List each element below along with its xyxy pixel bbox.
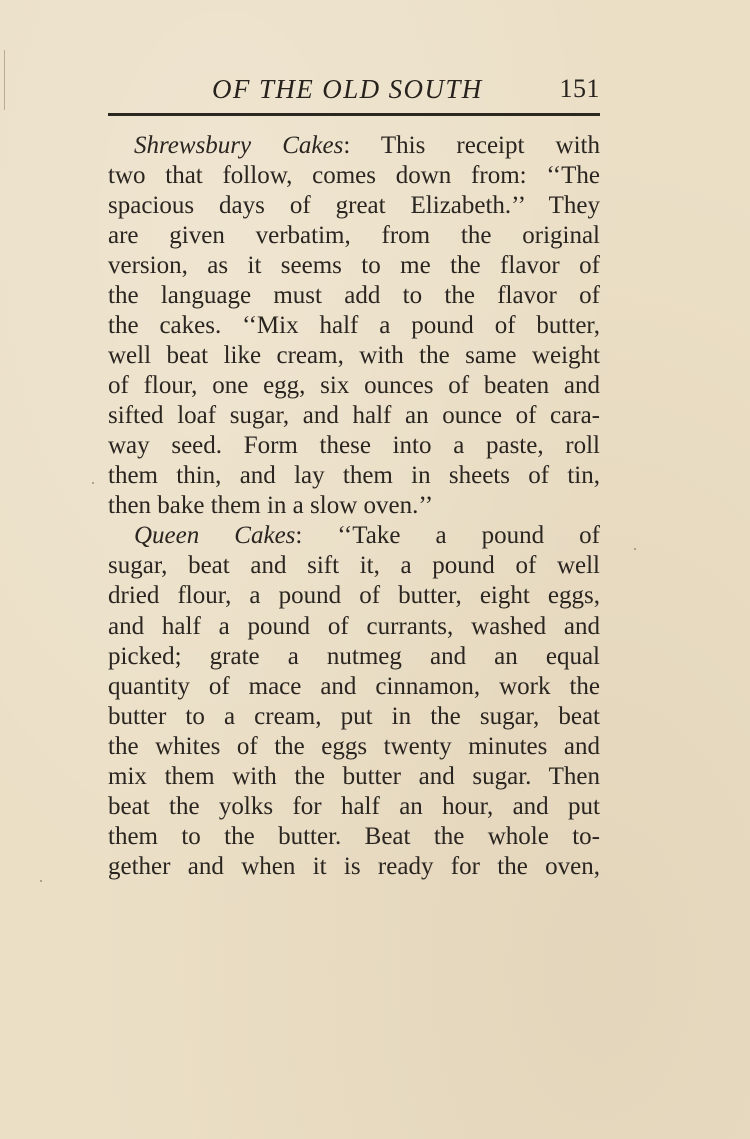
page-number: 151 (559, 74, 600, 103)
text-line: butter to a cream, put in the sugar, beat (108, 702, 600, 730)
text-line (108, 131, 600, 161)
paper-speck (634, 548, 636, 550)
text-line: are given verbatim, from the original (108, 222, 600, 250)
text-line: spacious days of great Elizabeth.’’ They (108, 192, 600, 220)
text-line: well beat like cream, with the same weight (108, 342, 600, 370)
running-head (108, 72, 600, 112)
running-head-title: OF THE OLD SOUTH (212, 74, 483, 104)
line-text: : This receipt with (343, 132, 600, 159)
header-rule (108, 113, 600, 116)
text-line: of flour, one egg, six ounces of beaten and (108, 372, 600, 400)
page-body (108, 131, 600, 882)
text-line: them thin, and lay them in sheets of tin, (108, 462, 600, 490)
text-line: gether and when it is ready for the oven, (108, 852, 600, 880)
text-line: picked; grate a nutmeg and an equal (108, 642, 600, 670)
text-line: them to the butter. Beat the whole to- (108, 822, 600, 850)
text-line: then bake them in a slow oven.’’ (108, 492, 434, 520)
text-line (108, 521, 600, 551)
recipe-title: Shrewsbury Cakes (134, 132, 344, 159)
text-line: the whites of the eggs twenty minutes and (108, 732, 600, 760)
text-line: beat the yolks for half an hour, and put (108, 792, 600, 820)
gutter-shadow (4, 50, 5, 110)
text-line: and half a pound of currants, washed and (108, 612, 600, 640)
paper-speck (92, 482, 94, 484)
text-line: two that follow, comes down from: ‘‘The (108, 162, 600, 190)
text-line: dried flour, a pound of butter, eight eggs, (108, 582, 600, 610)
text-line: quantity of mace and cinnamon, work the (108, 672, 600, 700)
text-line: the cakes. ‘‘Mix half a pound of butter, (108, 312, 600, 340)
recipe-title: Queen Cakes (134, 522, 296, 550)
text-line: version, as it seems to me the flavor of (108, 252, 600, 280)
line-text: : ‘‘Take a pound of (295, 522, 600, 550)
text-line: way seed. Form these into a paste, roll (108, 432, 600, 460)
text-line: mix them with the butter and sugar. Then (108, 762, 600, 790)
text-line: the language must add to the flavor of (108, 282, 600, 310)
text-line: sifted loaf sugar, and half an ounce of cara- (108, 402, 600, 430)
text-line: sugar, beat and sift it, a pound of well (108, 552, 600, 580)
paper-speck (40, 880, 42, 882)
